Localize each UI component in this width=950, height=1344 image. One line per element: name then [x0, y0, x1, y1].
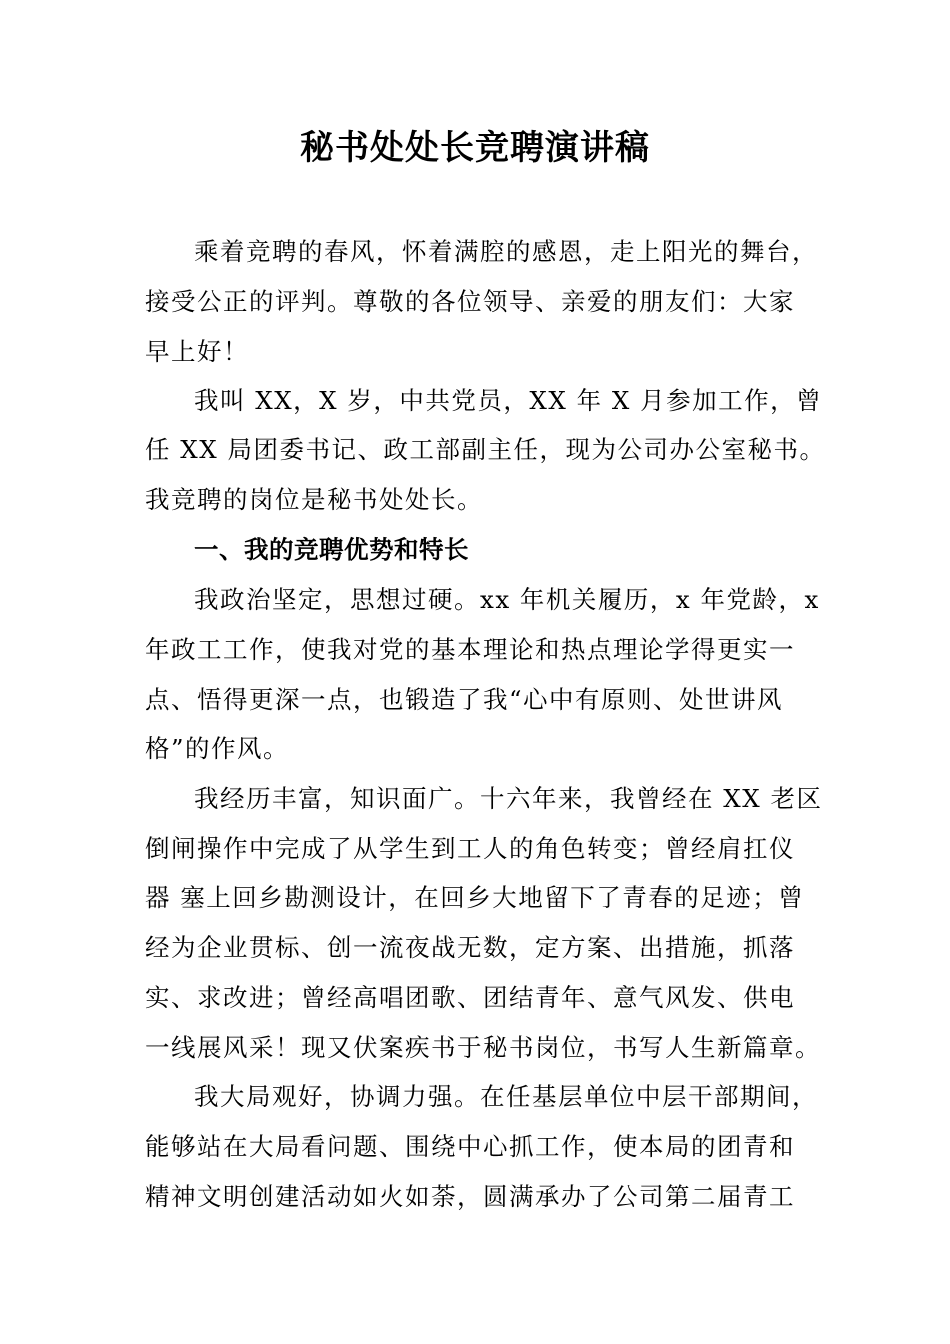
paragraph-line: 我大局观好，协调力强。在任基层单位中层干部期间，: [194, 1082, 818, 1111]
section-heading: 一、我的竞聘优势和特长: [194, 535, 469, 564]
paragraph-line: 能够站在大局看问题、围绕中心抓工作，使本局的团青和: [145, 1132, 795, 1161]
paragraph-line: 我竞聘的岗位是秘书处处长。: [145, 485, 483, 514]
paragraph-line: 点、悟得更深一点，也锻造了我“心中有原则、处世讲风: [145, 685, 784, 714]
paragraph-line: 倒闸操作中完成了从学生到工人的角色转变；曾经肩扛仪: [145, 834, 795, 863]
paragraph-line: 我经历丰富，知识面广。十六年来，我曾经在 XX 老区: [194, 784, 823, 813]
paragraph-line: 格”的作风。: [145, 734, 290, 763]
paragraph-line: 器 塞上回乡勘测设计，在回乡大地留下了青春的足迹；曾: [145, 883, 805, 912]
paragraph-line: 我政治坚定，思想过硬。xx 年机关履历，x 年党龄，x: [194, 585, 820, 614]
paragraph-line: 一线展风采！现又伏案疾书于秘书岗位，书写人生新篇章。: [145, 1033, 821, 1062]
paragraph-line: 精神文明创建活动如火如荼，圆满承办了公司第二届青工: [145, 1182, 795, 1211]
paragraph-line: 我叫 XX，X 岁，中共党员，XX 年 X 月参加工作，曾: [194, 386, 823, 415]
paragraph-line: 经为企业贯标、创一流夜战无数，定方案、出措施，抓落: [145, 933, 795, 962]
paragraph-line: 乘着竞聘的春风，怀着满腔的感恩，走上阳光的舞台，: [194, 237, 818, 266]
paragraph-line: 实、求改进；曾经高唱团歌、团结青年、意气风发、供电: [145, 983, 795, 1012]
paragraph-line: 任 XX 局团委书记、政工部副主任，现为公司办公室秘书。: [145, 435, 826, 464]
paragraph-line: 早上好！: [145, 337, 249, 366]
paragraph-line: 年政工工作，使我对党的基本理论和热点理论学得更实一: [145, 635, 795, 664]
paragraph-line: 接受公正的评判。尊敬的各位领导、亲爱的朋友们：大家: [145, 287, 795, 316]
document-title: 秘书处处长竞聘演讲稿: [300, 128, 650, 168]
